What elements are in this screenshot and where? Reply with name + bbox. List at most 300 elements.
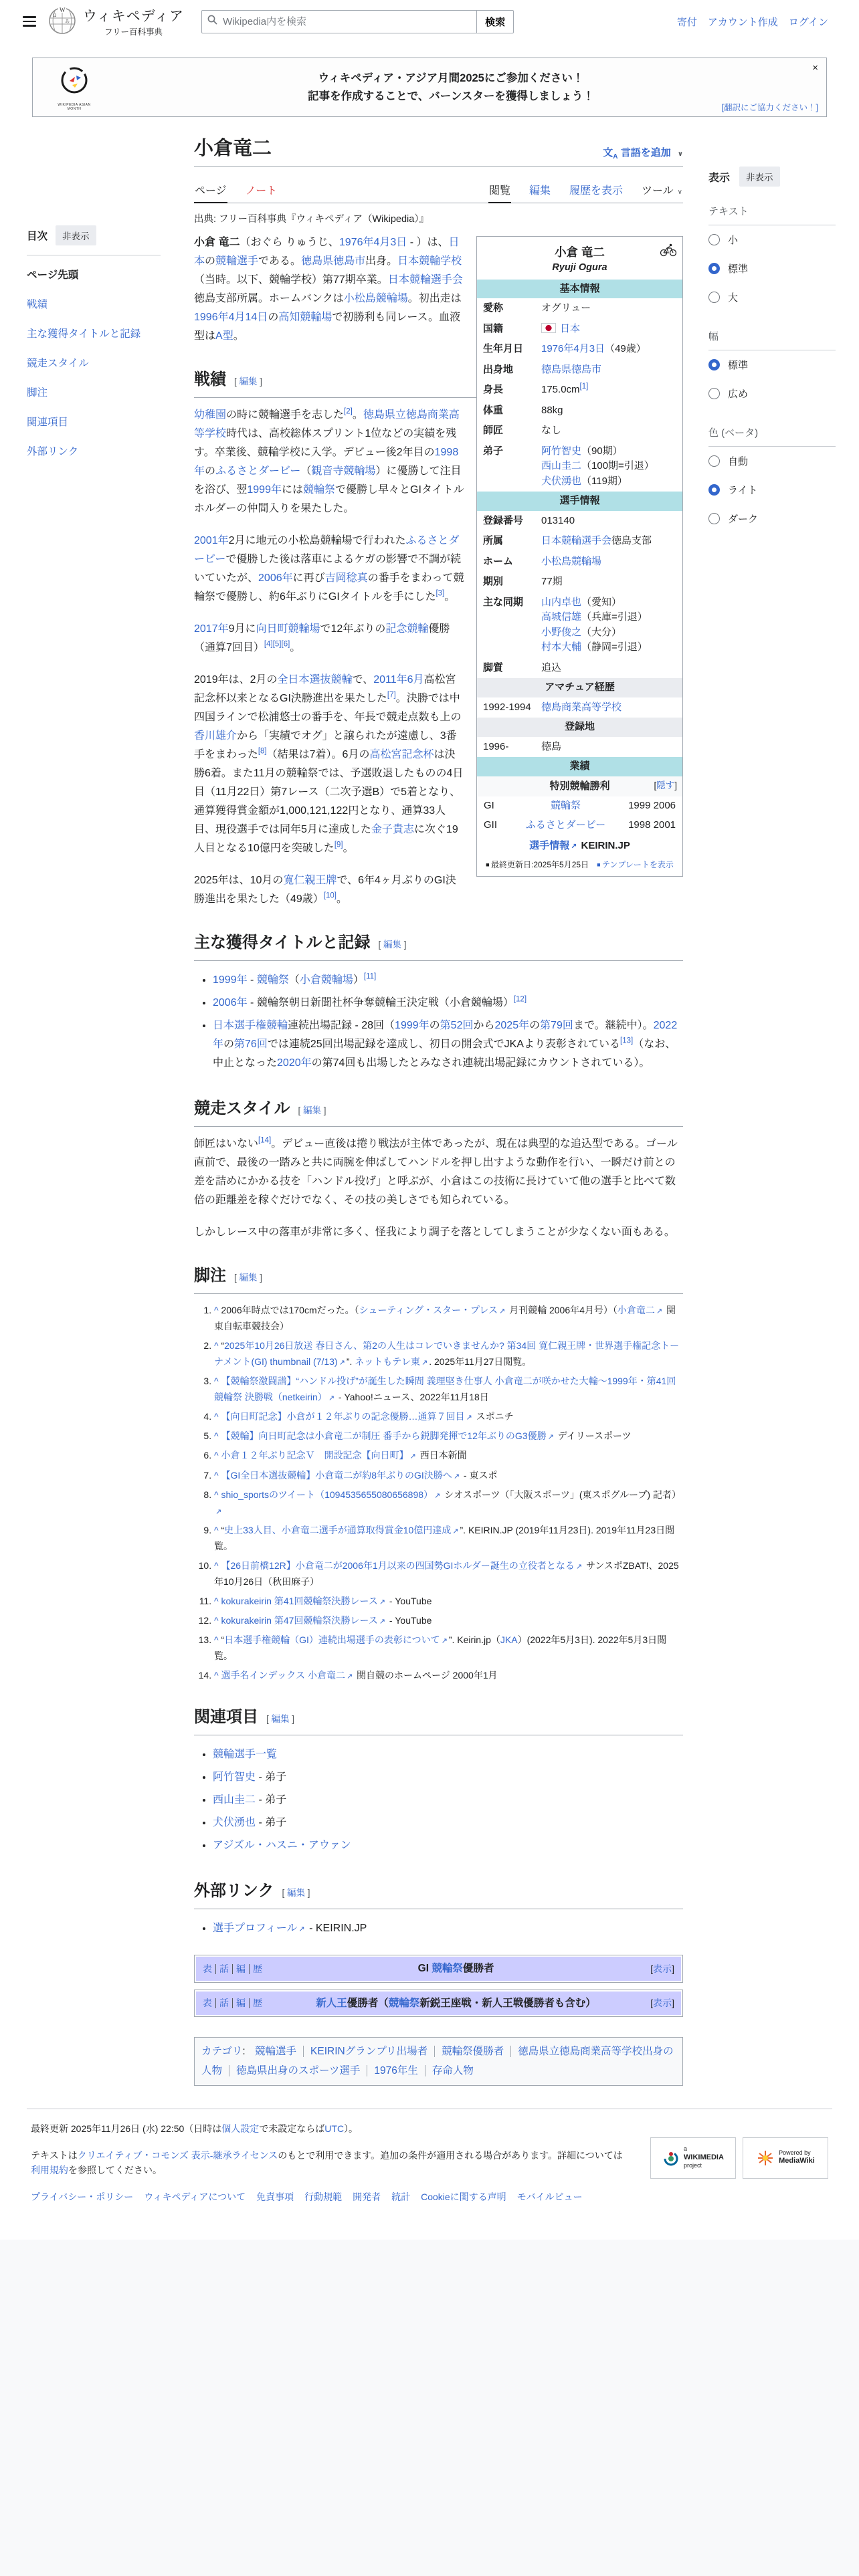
wiki-link[interactable]: JKA bbox=[500, 1634, 518, 1646]
tab-read[interactable]: 閲覧 bbox=[488, 177, 511, 203]
radio-option-label: 広め bbox=[728, 389, 749, 400]
view-template-link[interactable]: ■ テンプレートを表示 bbox=[597, 859, 674, 871]
tab-history[interactable]: 履歴を表示 bbox=[569, 185, 623, 197]
external-link[interactable]: ネットもテレ東 bbox=[355, 1356, 421, 1368]
paragraph: 2025年は、10月の寛仁親王牌で、6年4ヶ月ぶりのGI決勝進出を果たした（49歳）[10]。 bbox=[194, 874, 456, 905]
wiki-link[interactable]: 競輪祭 bbox=[303, 484, 336, 496]
wiki-link[interactable]: 表 bbox=[203, 1997, 212, 2008]
wiki-link[interactable]: 幼稚園 bbox=[194, 409, 227, 421]
infobox-row bbox=[477, 380, 682, 401]
wiki-link[interactable]: ^ bbox=[214, 1304, 219, 1315]
external-link[interactable]: 選手名インデックス 小倉竜二 bbox=[221, 1670, 345, 1681]
radio-option-標準[interactable] bbox=[708, 350, 836, 379]
external-link[interactable]: 小倉竜二 bbox=[617, 1304, 655, 1315]
wiki-link[interactable]: 1999年 bbox=[247, 484, 282, 496]
wiki-link[interactable]: 2006年 bbox=[213, 996, 248, 1008]
external-link[interactable]: 史上33人目、小倉竜二選手が通算取得賞金10億円達成 bbox=[224, 1524, 452, 1535]
wiki-link[interactable]: プライバシー・ポリシー bbox=[31, 2191, 134, 2202]
category-links bbox=[194, 2037, 683, 2086]
wiki-link[interactable]: ^ bbox=[214, 1596, 219, 1607]
language-icon: 文$_A$ bbox=[603, 146, 618, 160]
reference-link[interactable]: [7] bbox=[387, 691, 396, 700]
wiki-link[interactable]: 徳島県徳島市 bbox=[541, 363, 602, 375]
wiki-link[interactable]: 寄付 bbox=[676, 16, 697, 28]
external-link[interactable]: 小倉１２年ぶり記念Ｖ 開設記念【向日町】 bbox=[221, 1450, 409, 1461]
footer-links bbox=[31, 2190, 630, 2204]
section-heading-titles: 主な獲得タイトルと記録 [ 編集 ] bbox=[194, 929, 683, 961]
external-link[interactable]: 【GI全日本選抜競輪】小倉竜二が約8年ぶりのGI決勝へ bbox=[221, 1469, 452, 1481]
infobox-row-value: 1976年4月3日（49歳） bbox=[541, 343, 646, 355]
wiki-link[interactable]: ^ bbox=[214, 1560, 219, 1571]
wiki-link[interactable]: 犬伏湧也 bbox=[213, 1817, 256, 1829]
wiki-link[interactable]: 編 bbox=[236, 1963, 246, 1974]
reference-item: 4. ^ 【向日町記念】小倉が１２年ぶりの記念優勝…通算７回目 ↗ スポニチ bbox=[214, 1408, 683, 1424]
reference-link[interactable]: [5] bbox=[272, 640, 282, 649]
wikipedia-logo[interactable] bbox=[47, 5, 184, 39]
wiki-link[interactable]: 競輪祭優勝者 bbox=[442, 2045, 504, 2057]
wiki-link[interactable]: 新人王 bbox=[316, 1997, 347, 2009]
wiki-link[interactable]: ^ bbox=[214, 1339, 219, 1351]
wiki-link[interactable]: 日本 bbox=[560, 322, 581, 334]
wiki-link[interactable]: 金子貴志 bbox=[371, 823, 414, 835]
wiki-link[interactable]: 日本 bbox=[194, 236, 460, 267]
wiki-link[interactable]: 阿竹智史 bbox=[213, 1772, 256, 1784]
wiki-link[interactable]: 1999年 bbox=[213, 974, 248, 986]
external-link[interactable]: shio_sportsのツイート（1094535655080656898） bbox=[221, 1489, 434, 1500]
external-link-icon: ↗ bbox=[452, 1527, 459, 1535]
wiki-link[interactable]: 全日本選抜競輪 bbox=[277, 673, 353, 685]
wiki-link[interactable]: 競輪選手一覧 bbox=[213, 1749, 278, 1761]
infobox-row bbox=[477, 319, 682, 340]
wiki-link[interactable]: 徳島商業高等学校 bbox=[541, 701, 622, 713]
external-link-icon: ↗ bbox=[571, 843, 577, 851]
infobox-row-label: 脚質 bbox=[483, 661, 504, 673]
wiki-link[interactable]: ^ bbox=[214, 1524, 219, 1535]
wiki-link[interactable]: 徳島県立徳島商業高等学校 bbox=[194, 409, 460, 439]
reference-link[interactable]: [11] bbox=[363, 972, 377, 981]
wiki-link[interactable]: ウィキペディアについて bbox=[144, 2191, 246, 2202]
radio-option-label: 自動 bbox=[728, 456, 749, 467]
wiki-link[interactable]: 歴 bbox=[253, 1997, 262, 2008]
infobox-section-basic: 基本情報 bbox=[477, 280, 682, 299]
external-link[interactable]: 【向日町記念】小倉が１２年ぶりの記念優勝…通算７回目 bbox=[221, 1411, 465, 1422]
wiki-link[interactable]: 外部リンク bbox=[27, 446, 79, 457]
appearance-section bbox=[708, 425, 836, 533]
radio-option-ダーク[interactable] bbox=[708, 504, 836, 533]
external-link-icon: ↗ bbox=[575, 1562, 583, 1571]
wiki-link[interactable]: 向日町競輪場 bbox=[256, 623, 320, 635]
wikimedia-badge[interactable]: a WIKIMEDIA project bbox=[650, 2137, 736, 2179]
reference-item: 11. ^ kokurakeirin 第41回競輪祭決勝レース ↗ - YouTube bbox=[214, 1593, 683, 1609]
wiki-link[interactable]: アカウント作成 bbox=[707, 16, 778, 28]
radio-icon[interactable] bbox=[708, 388, 720, 399]
wiki-link[interactable]: 日本競輪学校 bbox=[397, 255, 462, 267]
wiki-link[interactable]: 西山圭二 bbox=[541, 460, 582, 472]
section-heading-refs: 脚注 [ 編集 ] bbox=[194, 1262, 683, 1294]
infobox-row-value bbox=[540, 360, 682, 381]
infobox-profile-link[interactable] bbox=[477, 835, 682, 857]
wiki-link[interactable]: 高城信雄 bbox=[541, 611, 582, 623]
appearance-section-label: 色 (ベータ) bbox=[708, 425, 836, 447]
wiki-link[interactable]: KEIRINグランプリ出場者 bbox=[310, 2045, 428, 2057]
related-list-item: • 阿竹智史 - 弟子 bbox=[213, 1766, 683, 1789]
svg-text:W: W bbox=[60, 6, 66, 13]
mediawiki-logo-icon bbox=[756, 2149, 775, 2167]
infobox-row bbox=[477, 339, 682, 360]
toc-item[interactable] bbox=[27, 289, 185, 318]
wiki-link[interactable]: ^ bbox=[214, 1469, 219, 1481]
wiki-link[interactable]: アジズル・ハスニ・アウァン bbox=[213, 1840, 351, 1852]
infobox-row bbox=[477, 298, 682, 319]
chevron-down-icon: ∨ bbox=[677, 188, 682, 196]
wiki-link[interactable]: 徳島県出身のスポーツ選手 bbox=[236, 2065, 361, 2077]
wiki-link[interactable]: 2001年 bbox=[194, 534, 229, 546]
wiki-link[interactable]: ふるさとダービー bbox=[194, 534, 460, 565]
add-language-button[interactable]: 文$_A$ 言語を追加 ∨ bbox=[603, 146, 683, 160]
radio-icon[interactable] bbox=[708, 513, 720, 524]
wiki-link[interactable]: 1998年 bbox=[194, 446, 459, 477]
infobox-row bbox=[477, 658, 682, 679]
wiki-link[interactable]: 山内卓也 bbox=[541, 596, 582, 608]
wiki-link[interactable]: 2020年 bbox=[277, 1057, 312, 1069]
wiki-link[interactable]: 競輪祭 bbox=[550, 800, 581, 812]
wiki-link[interactable]: ^ bbox=[214, 1430, 219, 1442]
wiki-link[interactable]: 徳島県徳島市 bbox=[301, 255, 366, 267]
infobox-row-value: 阿竹智史（90期） 西山圭二（100期=引退） 犬伏湧也（119期） bbox=[541, 445, 654, 487]
edit-section-link[interactable]: [ 編集 ] bbox=[266, 1714, 295, 1725]
edit-section-link[interactable]: [ 編集 ] bbox=[298, 1105, 326, 1115]
wiki-link[interactable]: 表 bbox=[203, 1963, 212, 1974]
category-item bbox=[248, 2046, 304, 2057]
infobox-row bbox=[477, 737, 682, 758]
wiki-link[interactable]: ふるさとダービー bbox=[525, 819, 606, 831]
wiki-link[interactable]: モバイルビュー bbox=[516, 2191, 583, 2202]
reference-link[interactable]: [14] bbox=[258, 1136, 272, 1145]
edit-section-link[interactable]: [ 編集 ] bbox=[282, 1888, 310, 1899]
title-list-item: • 1999年 - 競輪祭（小倉競輪場）[11] bbox=[213, 969, 683, 992]
paragraph: しかしレース中の落車が非常に多く、怪我により調子を落としてしまうことが少なくない面もある。 bbox=[194, 1226, 675, 1238]
wiki-link[interactable]: 2017年 bbox=[194, 623, 229, 635]
toc-item[interactable] bbox=[27, 377, 185, 407]
toc-item[interactable] bbox=[27, 407, 185, 436]
edit-section-link[interactable]: [ 編集 ] bbox=[234, 376, 263, 387]
infobox-section-registration: 登録地 bbox=[477, 718, 682, 737]
category-item bbox=[435, 2046, 511, 2057]
wiki-link[interactable]: 日本選手権競輪 bbox=[213, 1019, 288, 1031]
wiki-link[interactable]: 第79回 bbox=[540, 1019, 573, 1031]
radio-option-label: 標準 bbox=[728, 263, 749, 275]
radio-icon[interactable] bbox=[708, 455, 720, 467]
radio-option-label: ライト bbox=[728, 485, 758, 496]
external-link-icon: ↗ bbox=[339, 1359, 345, 1368]
footer-link bbox=[144, 2190, 246, 2204]
vte-link bbox=[233, 1998, 250, 2008]
wiki-link[interactable]: 小倉競輪場 bbox=[299, 974, 353, 986]
appearance-title: 表示 bbox=[708, 172, 731, 184]
collapse-toggle[interactable]: [隠す] bbox=[654, 780, 677, 790]
related-list-item bbox=[213, 1743, 683, 1766]
infobox-row-label: 体重 bbox=[483, 404, 504, 416]
wiki-link[interactable]: 村本大輔 bbox=[541, 641, 582, 653]
radio-selected-icon[interactable] bbox=[708, 359, 720, 370]
infobox-row-value: 山内卓也（愛知） 高城信雄（兵庫=引退） 小野俊之（大分） 村本大輔（静岡=引退） bbox=[541, 596, 648, 653]
radio-option-自動[interactable] bbox=[708, 447, 836, 475]
reference-link[interactable]: [6] bbox=[281, 640, 290, 649]
mediawiki-badge[interactable]: Powered by MediaWiki bbox=[743, 2137, 828, 2179]
toc-title: 目次 bbox=[27, 231, 48, 242]
wiki-link[interactable]: カテゴリ bbox=[201, 2045, 243, 2057]
radio-selected-icon[interactable] bbox=[708, 484, 720, 496]
wiki-link[interactable]: 競輪祭 bbox=[388, 1997, 420, 2009]
wiki-link[interactable]: 存命人物 bbox=[432, 2065, 474, 2077]
wiki-link[interactable]: 主な獲得タイトルと記録 bbox=[27, 328, 141, 340]
toc-item[interactable] bbox=[27, 318, 185, 348]
external-link[interactable]: 選手情報 bbox=[529, 840, 570, 852]
wiki-link[interactable]: UTC bbox=[324, 2123, 345, 2134]
cyclist-icon bbox=[660, 243, 677, 262]
tab-edit[interactable]: 編集 bbox=[529, 185, 551, 197]
toc-item[interactable] bbox=[27, 436, 185, 465]
infobox-row-value bbox=[540, 319, 682, 340]
toc-hide-button[interactable]: 非表示 bbox=[56, 225, 96, 245]
paragraph: 2001年2月に地元の小松島競輪場で行われたふるさとダービーで優勝した後は落車によるケガの影響で不調が続いていたが、2006年に再び吉岡稔真の番手をまわって競輪祭で優勝し、約6年ぶりにGIタイトルを手にした[3]。 bbox=[194, 534, 464, 603]
edit-section-link[interactable]: [ 編集 ] bbox=[378, 939, 407, 950]
wiki-link[interactable]: 阿竹智史 bbox=[541, 445, 582, 457]
tab-page[interactable]: ページ bbox=[194, 177, 227, 203]
infobox-row-label: 1992-1994 bbox=[483, 701, 531, 713]
category-item bbox=[367, 2065, 425, 2076]
wiki-link[interactable]: 西山圭二 bbox=[213, 1794, 256, 1806]
wiki-link[interactable]: 競輪選手 bbox=[215, 255, 259, 267]
wiki-link[interactable]: 統計 bbox=[391, 2191, 411, 2202]
wiki-link[interactable]: 高松宮記念杯 bbox=[369, 748, 434, 760]
wiki-link[interactable]: 競輪祭 bbox=[256, 974, 289, 986]
reference-item: 5. ^ 【競輪】向日町記念は小倉竜二が制圧 番手から鋭脚発揮で12年ぶりのG3優勝 ↗ デイリースポーツ bbox=[214, 1428, 683, 1444]
wiki-link[interactable]: ^ bbox=[214, 1615, 219, 1626]
reference-link[interactable]: [9] bbox=[334, 841, 343, 849]
wiki-link[interactable]: A型 bbox=[215, 330, 233, 342]
section-heading-related: 関連項目 [ 編集 ] bbox=[194, 1703, 683, 1735]
wiki-link[interactable]: 利用規約 bbox=[31, 2165, 68, 2176]
search-button[interactable]: 検索 bbox=[476, 10, 514, 33]
radio-option-標準[interactable] bbox=[708, 254, 836, 283]
wiki-link[interactable]: 話 bbox=[219, 1963, 229, 1974]
close-icon[interactable]: × bbox=[812, 62, 818, 74]
radio-option-広め[interactable] bbox=[708, 379, 836, 408]
radio-icon[interactable] bbox=[708, 292, 720, 303]
external-link[interactable]: 【競輪祭激闘譜】“ハンドル投げ”が誕生した瞬間 義理堅き仕事人 小倉竜二が咲かせた大輪～1999年・第41回競輪祭 決勝戦（netkeirin） bbox=[214, 1376, 676, 1403]
wiki-link[interactable]: 1996年 bbox=[194, 311, 229, 323]
tab-tools[interactable]: ツール ∨ bbox=[641, 185, 682, 197]
external-link[interactable]: kokurakeirin 第47回競輪祭決勝レース bbox=[221, 1615, 378, 1626]
wiki-link[interactable]: 免責事項 bbox=[256, 2191, 294, 2202]
external-link[interactable]: kokurakeirin 第41回競輪祭決勝レース bbox=[221, 1596, 378, 1607]
wiki-link[interactable]: ^ bbox=[214, 1489, 219, 1500]
wiki-link[interactable]: 編 bbox=[236, 1997, 246, 2008]
navbox-rookie-winners bbox=[194, 1990, 683, 2017]
external-link[interactable]: 選手プロフィール bbox=[213, 1923, 298, 1935]
wiki-link[interactable]: 競輪選手 bbox=[255, 2045, 297, 2057]
edit-section-link[interactable]: [ 編集 ] bbox=[234, 1272, 263, 1283]
logo-tagline: フリー百科事典 bbox=[104, 27, 163, 37]
infobox-wins-header: 特別競輪勝利 [隠す] bbox=[477, 776, 682, 797]
reference-link[interactable]: [2] bbox=[344, 407, 353, 416]
footer-link bbox=[421, 2190, 506, 2204]
asian-month-banner[interactable] bbox=[32, 58, 827, 117]
infobox-win-row: GI 競輪祭 1999 2006 bbox=[484, 800, 676, 812]
wiki-link[interactable]: クリエイティブ・コモンズ 表示-継承ライセンス bbox=[77, 2149, 278, 2161]
radio-option-label: 小 bbox=[728, 235, 739, 246]
infobox-row-label: 愛称 bbox=[483, 302, 504, 314]
site-header bbox=[0, 0, 859, 43]
wiki-link[interactable]: ^ bbox=[214, 1376, 219, 1387]
related-list-item bbox=[213, 1834, 683, 1857]
reference-link[interactable]: [13] bbox=[620, 1037, 634, 1045]
wiki-link[interactable]: 1976年4月3日 bbox=[339, 236, 407, 248]
wiki-link[interactable]: 歴 bbox=[253, 1963, 262, 1974]
reference-link[interactable]: [8] bbox=[258, 747, 267, 756]
infobox-footer-note bbox=[477, 857, 682, 876]
wiki-link[interactable]: 小松島競輪場 bbox=[343, 292, 408, 304]
wiki-link[interactable]: 競走スタイル bbox=[27, 358, 89, 369]
infobox-win-row: GII ふるさとダービー 1998 2001 bbox=[484, 819, 676, 831]
wiki-link[interactable]: 関連項目 bbox=[27, 417, 69, 428]
reference-item: 9. ^ “史上33人目、小倉竜二選手が通算取得賞金10億円達成 ↗ ”. KEIRIN.JP (2019年11月23日). 2019年11月23日閲覧。 bbox=[214, 1522, 683, 1554]
toc-item[interactable] bbox=[27, 259, 185, 289]
external-link-icon: ↗ bbox=[421, 1359, 428, 1368]
reference-link[interactable]: [4] bbox=[264, 640, 273, 649]
section-heading-external: 外部リンク [ 編集 ] bbox=[194, 1877, 683, 1909]
wiki-link[interactable]: 戦績 bbox=[27, 299, 48, 310]
wiki-link[interactable]: 第52回 bbox=[440, 1019, 474, 1031]
account-links bbox=[677, 15, 828, 29]
reference-item: 6. ^ 小倉１２年ぶり記念Ｖ 開設記念【向日町】 ↗ 西日本新聞 bbox=[214, 1447, 683, 1463]
related-list-item: • 犬伏湧也 - 弟子 bbox=[213, 1812, 683, 1834]
reference-item: 7. ^ 【GI全日本選抜競輪】小倉竜二が約8年ぶりのGI決勝へ ↗ - 東スポ bbox=[214, 1467, 683, 1483]
title-list-item: • 日本選手権競輪連続出場記録 - 28回（1999年の第52回から2025年の第79回まで。継続中）。2022年の第76回では連続25回出場記録を達成し、初日の開会式でJKAより表彰されている[13]（なお、中止となった2020年の第74回も出場したとみなされ連続出場記録にカウントされている）。 bbox=[213, 1014, 683, 1075]
infobox-row bbox=[477, 572, 682, 593]
infobox-section-amateur: アマチュア経歴 bbox=[477, 678, 682, 697]
banner-translate-link[interactable]: [翻訳にご協力ください！] bbox=[721, 103, 818, 112]
radio-option-大[interactable] bbox=[708, 283, 836, 312]
wiki-link[interactable]: 個人設定 bbox=[221, 2123, 260, 2134]
wiki-link[interactable]: 2006年 bbox=[258, 572, 293, 584]
external-link[interactable]: 2025年10月26日放送 春日さん、第2の人生はコレでいきませんか? 第34回 寛仁親王牌・世界選手権記念トーナメント(GI) thumbnail (7/13) bbox=[214, 1339, 680, 1368]
search-input[interactable] bbox=[221, 15, 471, 28]
infobox-row-label: 弟子 bbox=[483, 445, 504, 457]
wiki-link[interactable]: Cookieに関する声明 bbox=[421, 2191, 506, 2202]
wiki-link[interactable]: ふるさとダービー bbox=[215, 465, 301, 477]
wiki-link[interactable]: 2022年 bbox=[213, 1019, 678, 1050]
wiki-link[interactable]: 高知競輪場 bbox=[278, 311, 332, 323]
wiki-link[interactable]: 観音寺競輪場 bbox=[311, 465, 376, 477]
reference-link[interactable]: [1] bbox=[579, 383, 589, 391]
section-heading-style: 競走スタイル [ 編集 ] bbox=[194, 1095, 683, 1127]
reference-link[interactable]: [12] bbox=[513, 995, 527, 1004]
hamburger-menu-icon[interactable] bbox=[23, 16, 36, 27]
radio-selected-icon[interactable] bbox=[708, 263, 720, 274]
infobox-row bbox=[477, 697, 682, 718]
vte-link bbox=[250, 1964, 266, 1974]
wiki-link[interactable]: 第76回 bbox=[234, 1038, 268, 1050]
wiki-link[interactable]: ^ bbox=[214, 1670, 219, 1681]
last-updated-text: 最終更新 2025年11月26日 (水) 22:50（日時は個人設定で未設定ならばUTC）。 bbox=[31, 2123, 359, 2134]
radio-icon[interactable] bbox=[708, 234, 720, 245]
wiki-link[interactable]: ^ bbox=[214, 1411, 219, 1422]
wiki-link[interactable]: 1976年4月3日 bbox=[541, 343, 605, 355]
external-link-icon: ↗ bbox=[409, 1453, 416, 1461]
reference-item: 1. ^ 2006年時点では170cmだった。（シューティング・スター・プレス ↗ 月刊競輪 2006年4月号）（小倉竜二 ↗ 関東自転車競技会） bbox=[214, 1302, 683, 1334]
wiki-link[interactable]: 小松島競輪場 bbox=[541, 555, 602, 567]
wiki-link[interactable]: ^ bbox=[214, 1450, 219, 1461]
wiki-link[interactable]: 香川雄介 bbox=[194, 730, 237, 742]
wiki-link[interactable]: 日本競輪選手会 bbox=[541, 535, 612, 547]
infobox-row-label: 身長 bbox=[483, 384, 504, 396]
wiki-link[interactable]: 1976年生 bbox=[374, 2065, 418, 2077]
section-heading-senseki: 戦績 [ 編集 ] bbox=[194, 366, 683, 398]
wiki-link[interactable]: 話 bbox=[219, 1997, 229, 2008]
wiki-link[interactable]: 行動規範 bbox=[304, 2191, 343, 2202]
toc-item[interactable] bbox=[27, 348, 185, 377]
radio-option-ライト[interactable] bbox=[708, 475, 836, 504]
external-link-icon: ↗ bbox=[215, 1507, 222, 1516]
wiki-link[interactable]: 2011年6月 bbox=[373, 673, 424, 685]
external-link-icon: ↗ bbox=[379, 1598, 385, 1607]
navbox-show-button[interactable]: [表示] bbox=[650, 1963, 674, 1974]
wiki-link[interactable]: 開発者 bbox=[353, 2191, 381, 2202]
title-list-item: • 2006年 - 競輪祭朝日新聞社杯争奪競輪王決定戦（小倉競輪場）[12] bbox=[213, 992, 683, 1014]
wiki-link[interactable]: 吉岡稔真 bbox=[324, 572, 368, 584]
infobox-row-label: 所属 bbox=[483, 535, 504, 547]
external-link[interactable]: 【競輪】向日町記念は小倉竜二が制圧 番手から鋭脚発揮で12年ぶりのG3優勝 bbox=[221, 1430, 547, 1442]
wiki-link[interactable]: 徳島県立徳島商業高等学校出身の人物 bbox=[201, 2045, 674, 2077]
reference-item: 10. ^ 【26日前橋12R】小倉竜二が2006年1月以来の四国勢GIホルダー誕生の立役者となる ↗ サンスポZBAT!、2025年10月26日（秋田麻子） bbox=[214, 1558, 683, 1590]
radio-option-小[interactable] bbox=[708, 225, 836, 254]
reference-item: 14. ^ 選手名インデックス 小倉竜二 ↗ 関自競のホームページ 2000年1月 bbox=[214, 1667, 683, 1683]
footer-link bbox=[391, 2190, 410, 2204]
wiki-link[interactable]: 脚注 bbox=[27, 387, 48, 399]
external-link[interactable]: 日本選手権競輪（GI）連続出場選手の表彰について bbox=[224, 1634, 440, 1646]
search-box[interactable] bbox=[201, 10, 477, 33]
wiki-link[interactable]: 1999年 bbox=[395, 1019, 430, 1031]
reference-item: 2. ^ “2025年10月26日放送 春日さん、第2の人生はコレでいきませんか? 第34回 寛仁親王牌・世界選手権記念トーナメント(GI) thumbnail (7/13) ↗ ”. ネットもテレ東 ↗ . 2025年11月27日閲覧。 bbox=[214, 1337, 683, 1370]
wiki-link[interactable]: 2025年 bbox=[494, 1019, 530, 1031]
wiki-link[interactable]: 記念競輪 bbox=[385, 623, 429, 635]
wiki-link[interactable]: 小野俊之 bbox=[541, 626, 582, 638]
infobox-row-value: 77期 bbox=[541, 576, 563, 588]
wiki-link[interactable]: 犬伏湧也 bbox=[541, 475, 582, 487]
reference-link[interactable]: [3] bbox=[436, 589, 445, 598]
infobox-row-value: 013140 bbox=[541, 514, 575, 526]
wiki-link[interactable]: ^ bbox=[214, 1634, 219, 1646]
vte-link bbox=[216, 1964, 233, 1974]
external-link[interactable]: シューティング・スター・プレス bbox=[359, 1304, 498, 1315]
appearance-hide-button[interactable]: 非表示 bbox=[739, 167, 780, 187]
wiki-link[interactable]: ログイン bbox=[788, 16, 828, 28]
infobox-romaji: Ryuji Ogura bbox=[552, 262, 607, 274]
vte-link bbox=[203, 1964, 216, 1974]
wiki-link[interactable]: 競輪祭 bbox=[432, 1963, 463, 1975]
navbox-show-button[interactable]: [表示] bbox=[650, 1997, 674, 2008]
reference-link[interactable]: [10] bbox=[323, 891, 337, 900]
wiki-link[interactable]: 4月14日 bbox=[228, 311, 268, 323]
wiki-link[interactable]: 寛仁親王牌 bbox=[283, 874, 337, 886]
infobox-row bbox=[477, 531, 682, 552]
external-link[interactable]: 【26日前橋12R】小倉竜二が2006年1月以来の四国勢GIホルダー誕生の立役者となる bbox=[221, 1560, 575, 1571]
wiki-link[interactable]: 日本競輪選手会 bbox=[387, 274, 463, 286]
tab-talk[interactable]: ノート bbox=[245, 185, 278, 197]
appearance-section bbox=[708, 329, 836, 408]
